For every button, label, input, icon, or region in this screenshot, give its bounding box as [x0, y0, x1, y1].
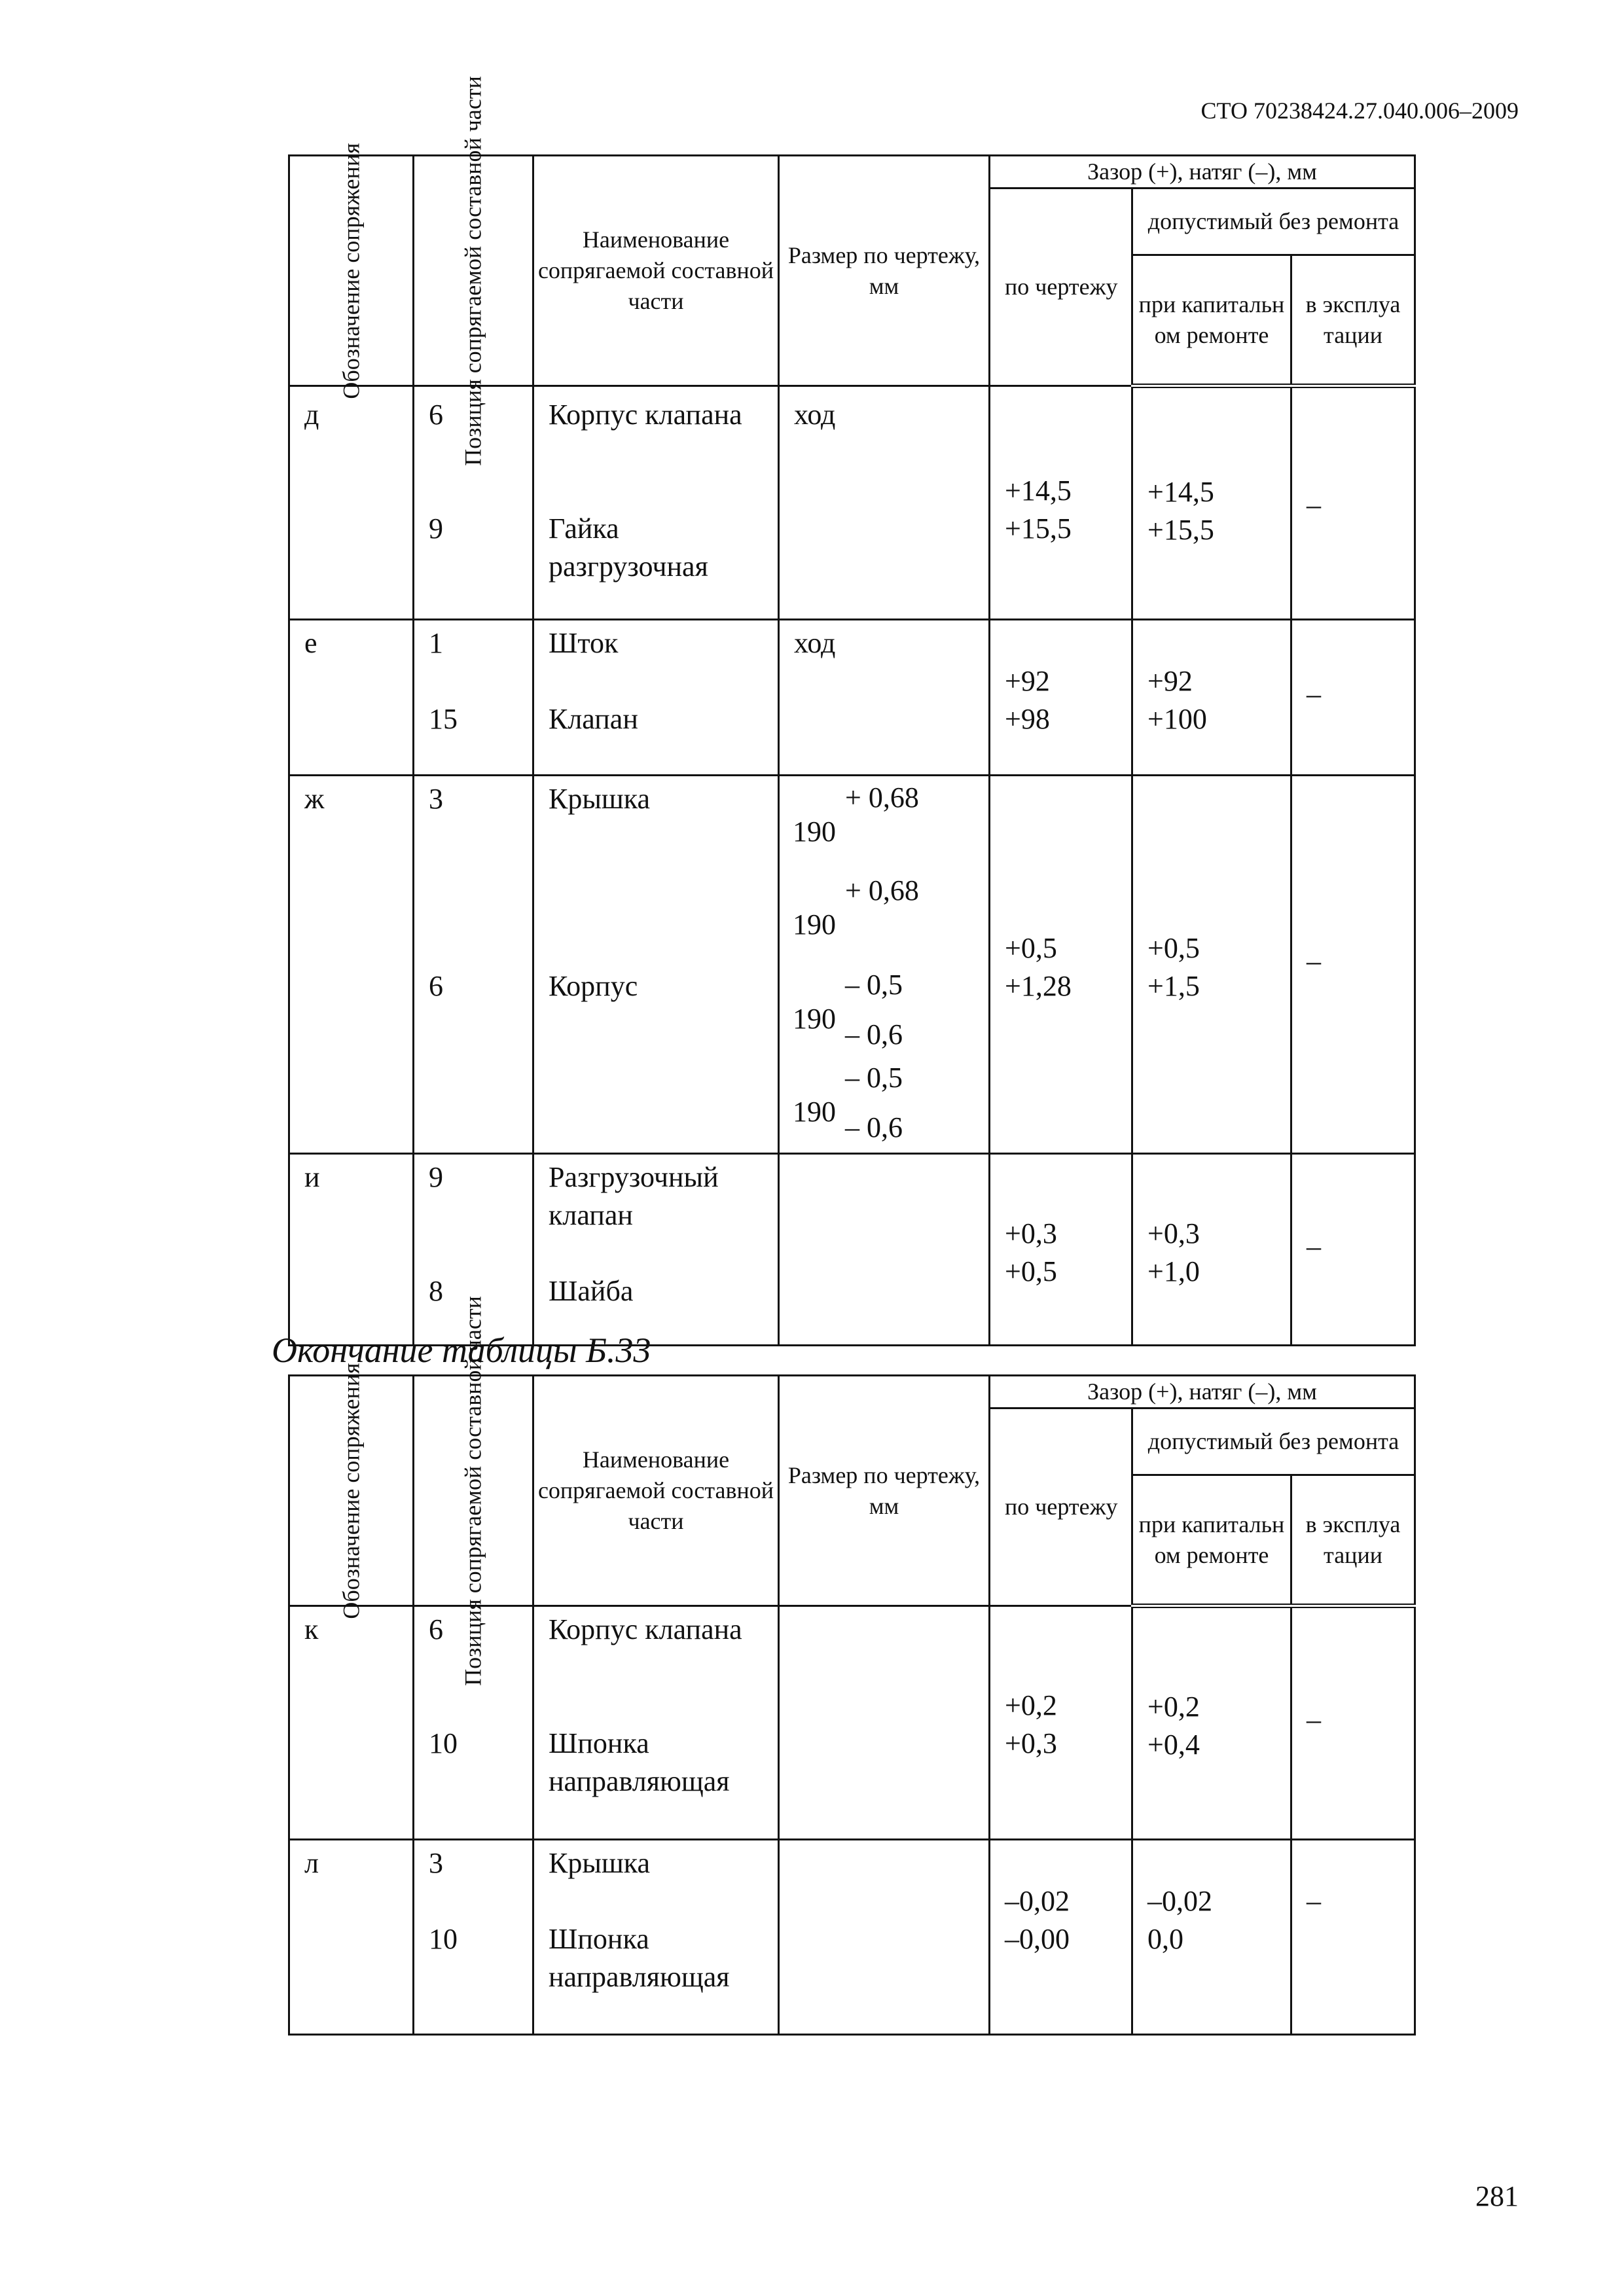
header-position: Позиция сопрягаемой составной части [414, 1376, 533, 1606]
position: 6 [429, 970, 443, 1002]
size-tolerance: 190 – 0,5 – 0,6 [793, 969, 903, 1050]
position: 8 [429, 1275, 443, 1307]
gap-operation: – [1307, 678, 1321, 710]
header-size: Размер по чертежу, мм [779, 156, 990, 386]
designation: к [304, 1613, 319, 1645]
gap-operation: – [1307, 489, 1321, 521]
gap-overhaul-max: +0,4 [1147, 1729, 1200, 1761]
gap-drawing-min: +92 [1005, 665, 1050, 697]
part-name: Корпус клапана [549, 1613, 742, 1645]
size-tolerance: 190 – 0,5 – 0,6 [793, 1062, 903, 1143]
header-overhaul: при капитальн ом ремонте [1132, 1475, 1291, 1606]
gap-operation: – [1307, 1704, 1321, 1736]
gap-drawing-min: +0,3 [1005, 1217, 1057, 1249]
gap-overhaul-min: +92 [1147, 665, 1193, 697]
header-size: Размер по чертежу, мм [779, 1376, 990, 1606]
gap-overhaul-max: 0,0 [1147, 1923, 1183, 1955]
table-row [289, 386, 1415, 620]
position: 3 [429, 783, 443, 815]
designation: и [304, 1161, 320, 1193]
header-gap: Зазор (+), натяг (–), мм [990, 156, 1415, 188]
part-name: Шток [549, 627, 619, 659]
header-overhaul: при капитальн ом ремонте [1132, 255, 1291, 386]
position: 6 [429, 399, 443, 431]
gap-drawing-min: –0,02 [1005, 1885, 1070, 1917]
table-row [289, 1606, 1415, 1840]
header-allowed: допустимый без ремонта [1132, 1408, 1415, 1475]
table-row [289, 620, 1415, 776]
part-name: Шпонка направляющая [549, 1923, 730, 1993]
position: 1 [429, 627, 443, 659]
position: 15 [429, 703, 458, 735]
designation: е [304, 627, 317, 659]
page-number: 281 [1475, 2180, 1519, 2212]
position: 6 [429, 1613, 443, 1645]
document-code: СТО 70238424.27.040.006–2009 [1200, 98, 1519, 124]
header-operation: в эксплуа тации [1291, 255, 1415, 386]
designation: л [304, 1847, 319, 1879]
gap-operation: – [1307, 1230, 1321, 1263]
designation: ж [304, 783, 325, 815]
size-value: ход [794, 399, 836, 431]
gap-drawing-max: +1,28 [1005, 970, 1072, 1002]
gap-drawing-min: +0,2 [1005, 1689, 1057, 1721]
header-allowed: допустимый без ремонта [1132, 188, 1415, 255]
gap-overhaul-max: +1,5 [1147, 970, 1200, 1002]
header-by-drawing: по чертежу [990, 188, 1132, 386]
gap-drawing-max: +15,5 [1005, 512, 1072, 545]
gap-overhaul-min: +0,3 [1147, 1217, 1200, 1249]
part-name: Шпонка направляющая [549, 1727, 730, 1797]
gap-overhaul-min: +0,5 [1147, 932, 1200, 964]
part-name: Разгрузочный клапан [549, 1161, 719, 1231]
size-value: ход [794, 627, 836, 659]
gap-drawing-min: +0,5 [1005, 932, 1057, 964]
header-by-drawing: по чертежу [990, 1408, 1132, 1606]
position: 9 [429, 1161, 443, 1193]
table-row [289, 776, 1415, 1154]
gap-overhaul-max: +100 [1147, 703, 1207, 735]
part-name: Крышка [549, 783, 651, 815]
gap-overhaul-max: +1,0 [1147, 1255, 1200, 1287]
gap-drawing-min: +14,5 [1005, 475, 1072, 507]
header-operation: в эксплуа тации [1291, 1475, 1415, 1606]
position: 9 [429, 512, 443, 545]
part-name: Клапан [549, 703, 638, 735]
gap-overhaul-max: +15,5 [1147, 514, 1214, 546]
part-name: Корпус [549, 970, 638, 1002]
gap-operation: – [1307, 1885, 1321, 1917]
position: 10 [429, 1923, 458, 1955]
gap-drawing-max: +0,5 [1005, 1255, 1057, 1287]
part-name: Крышка [549, 1847, 651, 1879]
gap-drawing-max: +98 [1005, 703, 1050, 735]
part-name: Корпус клапана [549, 399, 742, 431]
gap-overhaul-min: –0,02 [1147, 1885, 1212, 1917]
designation: д [304, 399, 319, 431]
gap-drawing-max: –0,00 [1005, 1923, 1070, 1955]
gap-operation: – [1307, 945, 1321, 977]
header-designation: Обозначение сопряжения [289, 156, 414, 386]
position: 10 [429, 1727, 458, 1759]
size-tolerance: 190 + 0,68 [793, 781, 919, 848]
header-part-name: Наименование сопрягаемой составной части [533, 156, 779, 386]
position: 3 [429, 1847, 443, 1879]
part-name: Шайба [549, 1275, 634, 1307]
part-name: Гайка разгрузочная [549, 512, 708, 583]
header-designation: Обозначение сопряжения [289, 1376, 414, 1606]
gap-overhaul-min: +14,5 [1147, 476, 1214, 508]
gap-overhaul-min: +0,2 [1147, 1691, 1200, 1723]
table-row [289, 1840, 1415, 2035]
header-part-name: Наименование сопрягаемой составной части [533, 1376, 779, 1606]
table-caption: Окончание таблицы Б.33 [272, 1331, 651, 1370]
gap-drawing-max: +0,3 [1005, 1727, 1057, 1759]
size-tolerance: 190 + 0,68 [793, 874, 919, 941]
header-gap: Зазор (+), натяг (–), мм [990, 1376, 1415, 1408]
header-position: Позиция сопрягаемой составной части [414, 156, 533, 386]
